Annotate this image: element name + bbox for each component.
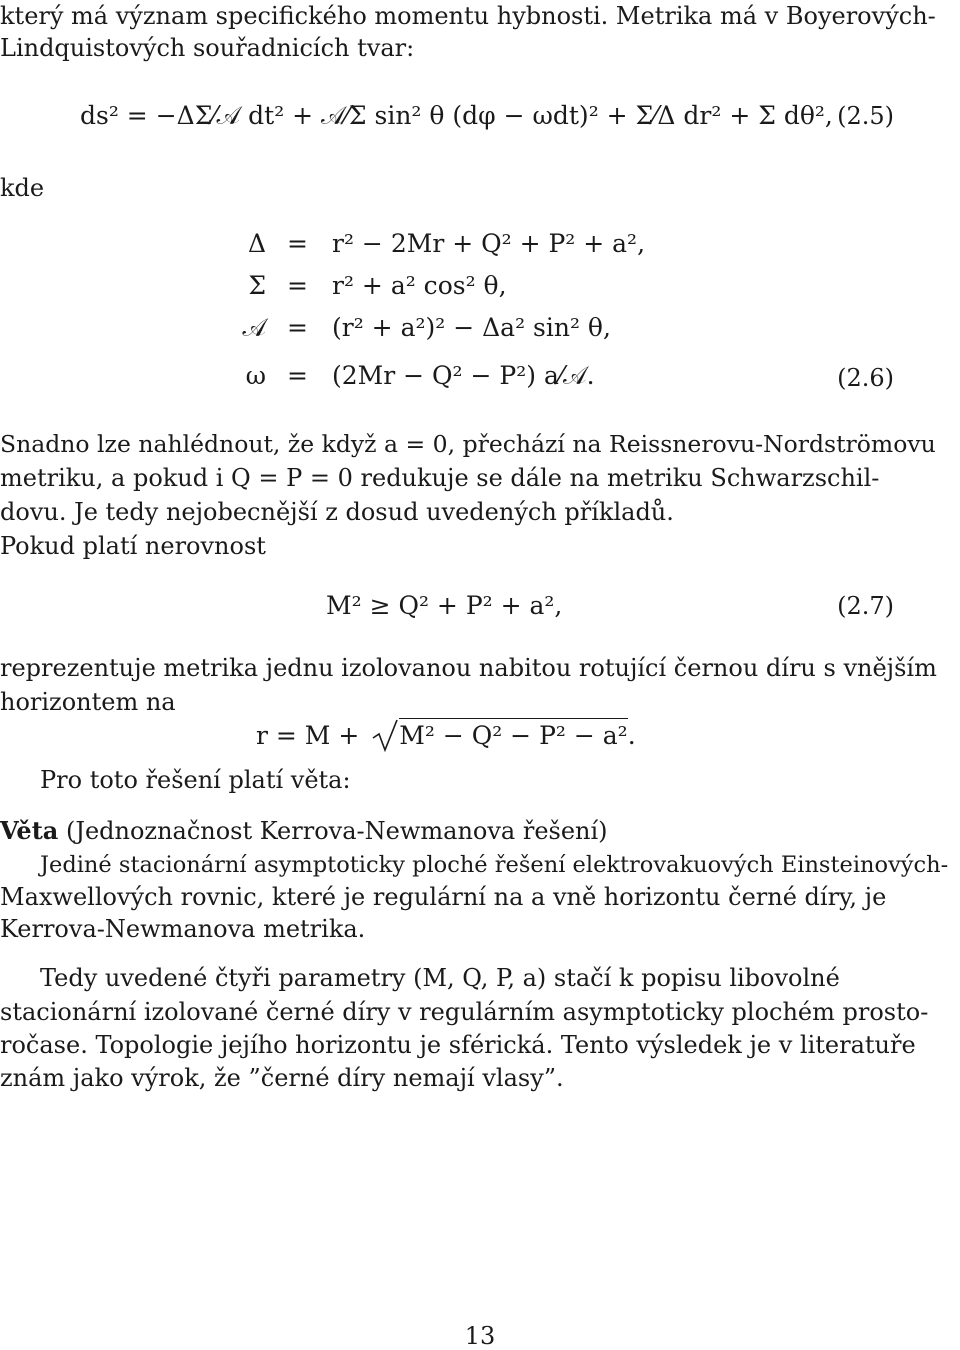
horizon-radius-suffix: . <box>627 721 636 750</box>
equation-2-5: ds² = −ΔΣ⁄𝒜 dt² + 𝒜⁄Σ sin² θ (dφ − ωdt)² + Σ⁄Δ dr² + Σ dθ², <box>80 101 833 130</box>
theorem-line-3: Kerrova-Newmanova metrika. <box>0 915 366 943</box>
paragraph-4-line-4: znám jako výrok, že ”černé díry nemají vlasy”. <box>0 1064 564 1092</box>
equation-number-2-7: (2.7) <box>837 592 894 620</box>
paragraph-2-line-2: horizontem na <box>0 688 176 716</box>
kde-label: kde <box>0 174 45 202</box>
equals-sign: = <box>287 271 308 300</box>
theorem-title: (Jednoznačnost Kerrova-Newmanova řešení) <box>65 817 608 845</box>
equation-lhs: Σ <box>248 271 266 300</box>
paragraph-1-line-1: Snadno lze nahlédnout, že když a = 0, přechází na Reissnerovu-Nordströmovu <box>0 430 936 458</box>
radicand: M² − Q² − P² − a² <box>399 718 627 750</box>
equals-sign: = <box>287 229 308 258</box>
square-root-icon <box>371 718 399 752</box>
equation-rhs: r² − 2Mr + Q² + P² + a², <box>332 229 646 258</box>
intro-line-2: Lindquistových souřadnicích tvar: <box>0 34 415 62</box>
intro-line-1: který má význam specifického momentu hybnosti. Metrika má v Boyerových- <box>0 2 936 30</box>
paragraph-4-line-3: ročase. Topologie jejího horizontu je sférická. Tento výsledek je v literatuře <box>0 1031 916 1059</box>
horizon-radius-prefix: r = M + <box>256 721 360 750</box>
equation-number-2-5: (2.5) <box>837 102 894 130</box>
equals-sign: = <box>287 313 308 342</box>
equation-2-6-row-delta <box>0 226 960 266</box>
equation-rhs: r² + a² cos² θ, <box>332 271 507 300</box>
page-number: 13 <box>464 1322 496 1350</box>
equation-rhs: (2Mr − Q² − P²) a⁄𝒜. <box>332 361 595 390</box>
theorem-heading <box>0 815 608 847</box>
paragraph-1-line-3: dovu. Je tedy nejobecnější z dosud uvedených příkladů. <box>0 498 674 526</box>
equation-2-7: M² ≥ Q² + P² + a², <box>326 591 563 620</box>
equation-lhs: 𝒜 <box>242 313 266 342</box>
equation-number-2-6: (2.6) <box>837 364 894 392</box>
theorem-line-2: Maxwellových rovnic, které je regulární na a vně horizontu černé díry, je <box>0 883 887 911</box>
theorem-line-1: Jediné stacionární asymptoticky ploché řešení elektrovakuových Einsteinových- <box>40 852 949 878</box>
paragraph-4-line-1: Tedy uvedené čtyři parametry (M, Q, P, a) stačí k popisu libovolné <box>40 964 840 992</box>
paragraph-1-line-4: Pokud platí nerovnost <box>0 532 266 560</box>
equation-lhs: ω <box>245 361 266 390</box>
equation-2-6-row-sigma <box>0 268 960 308</box>
paragraph-4-line-2: stacionární izolované černé díry v regulárním asymptoticky plochém prosto- <box>0 998 929 1026</box>
equation-2-6-row-a <box>0 310 960 350</box>
equals-sign: = <box>287 361 308 390</box>
horizon-radius-equation <box>256 718 636 752</box>
paragraph-1-line-2: metriku, a pokud i Q = P = 0 redukuje se dále na metriku Schwarzschil- <box>0 464 880 492</box>
paragraph-2-line-1: reprezentuje metrika jednu izolovanou nabitou rotující černou díru s vnějším <box>0 654 937 682</box>
theorem-label: Věta <box>0 816 59 845</box>
equation-2-6-row-omega <box>0 358 960 398</box>
equation-lhs: Δ <box>247 229 266 258</box>
equation-rhs: (r² + a²)² − Δa² sin² θ, <box>332 313 611 342</box>
paragraph-3: Pro toto řešení platí věta: <box>40 766 351 794</box>
